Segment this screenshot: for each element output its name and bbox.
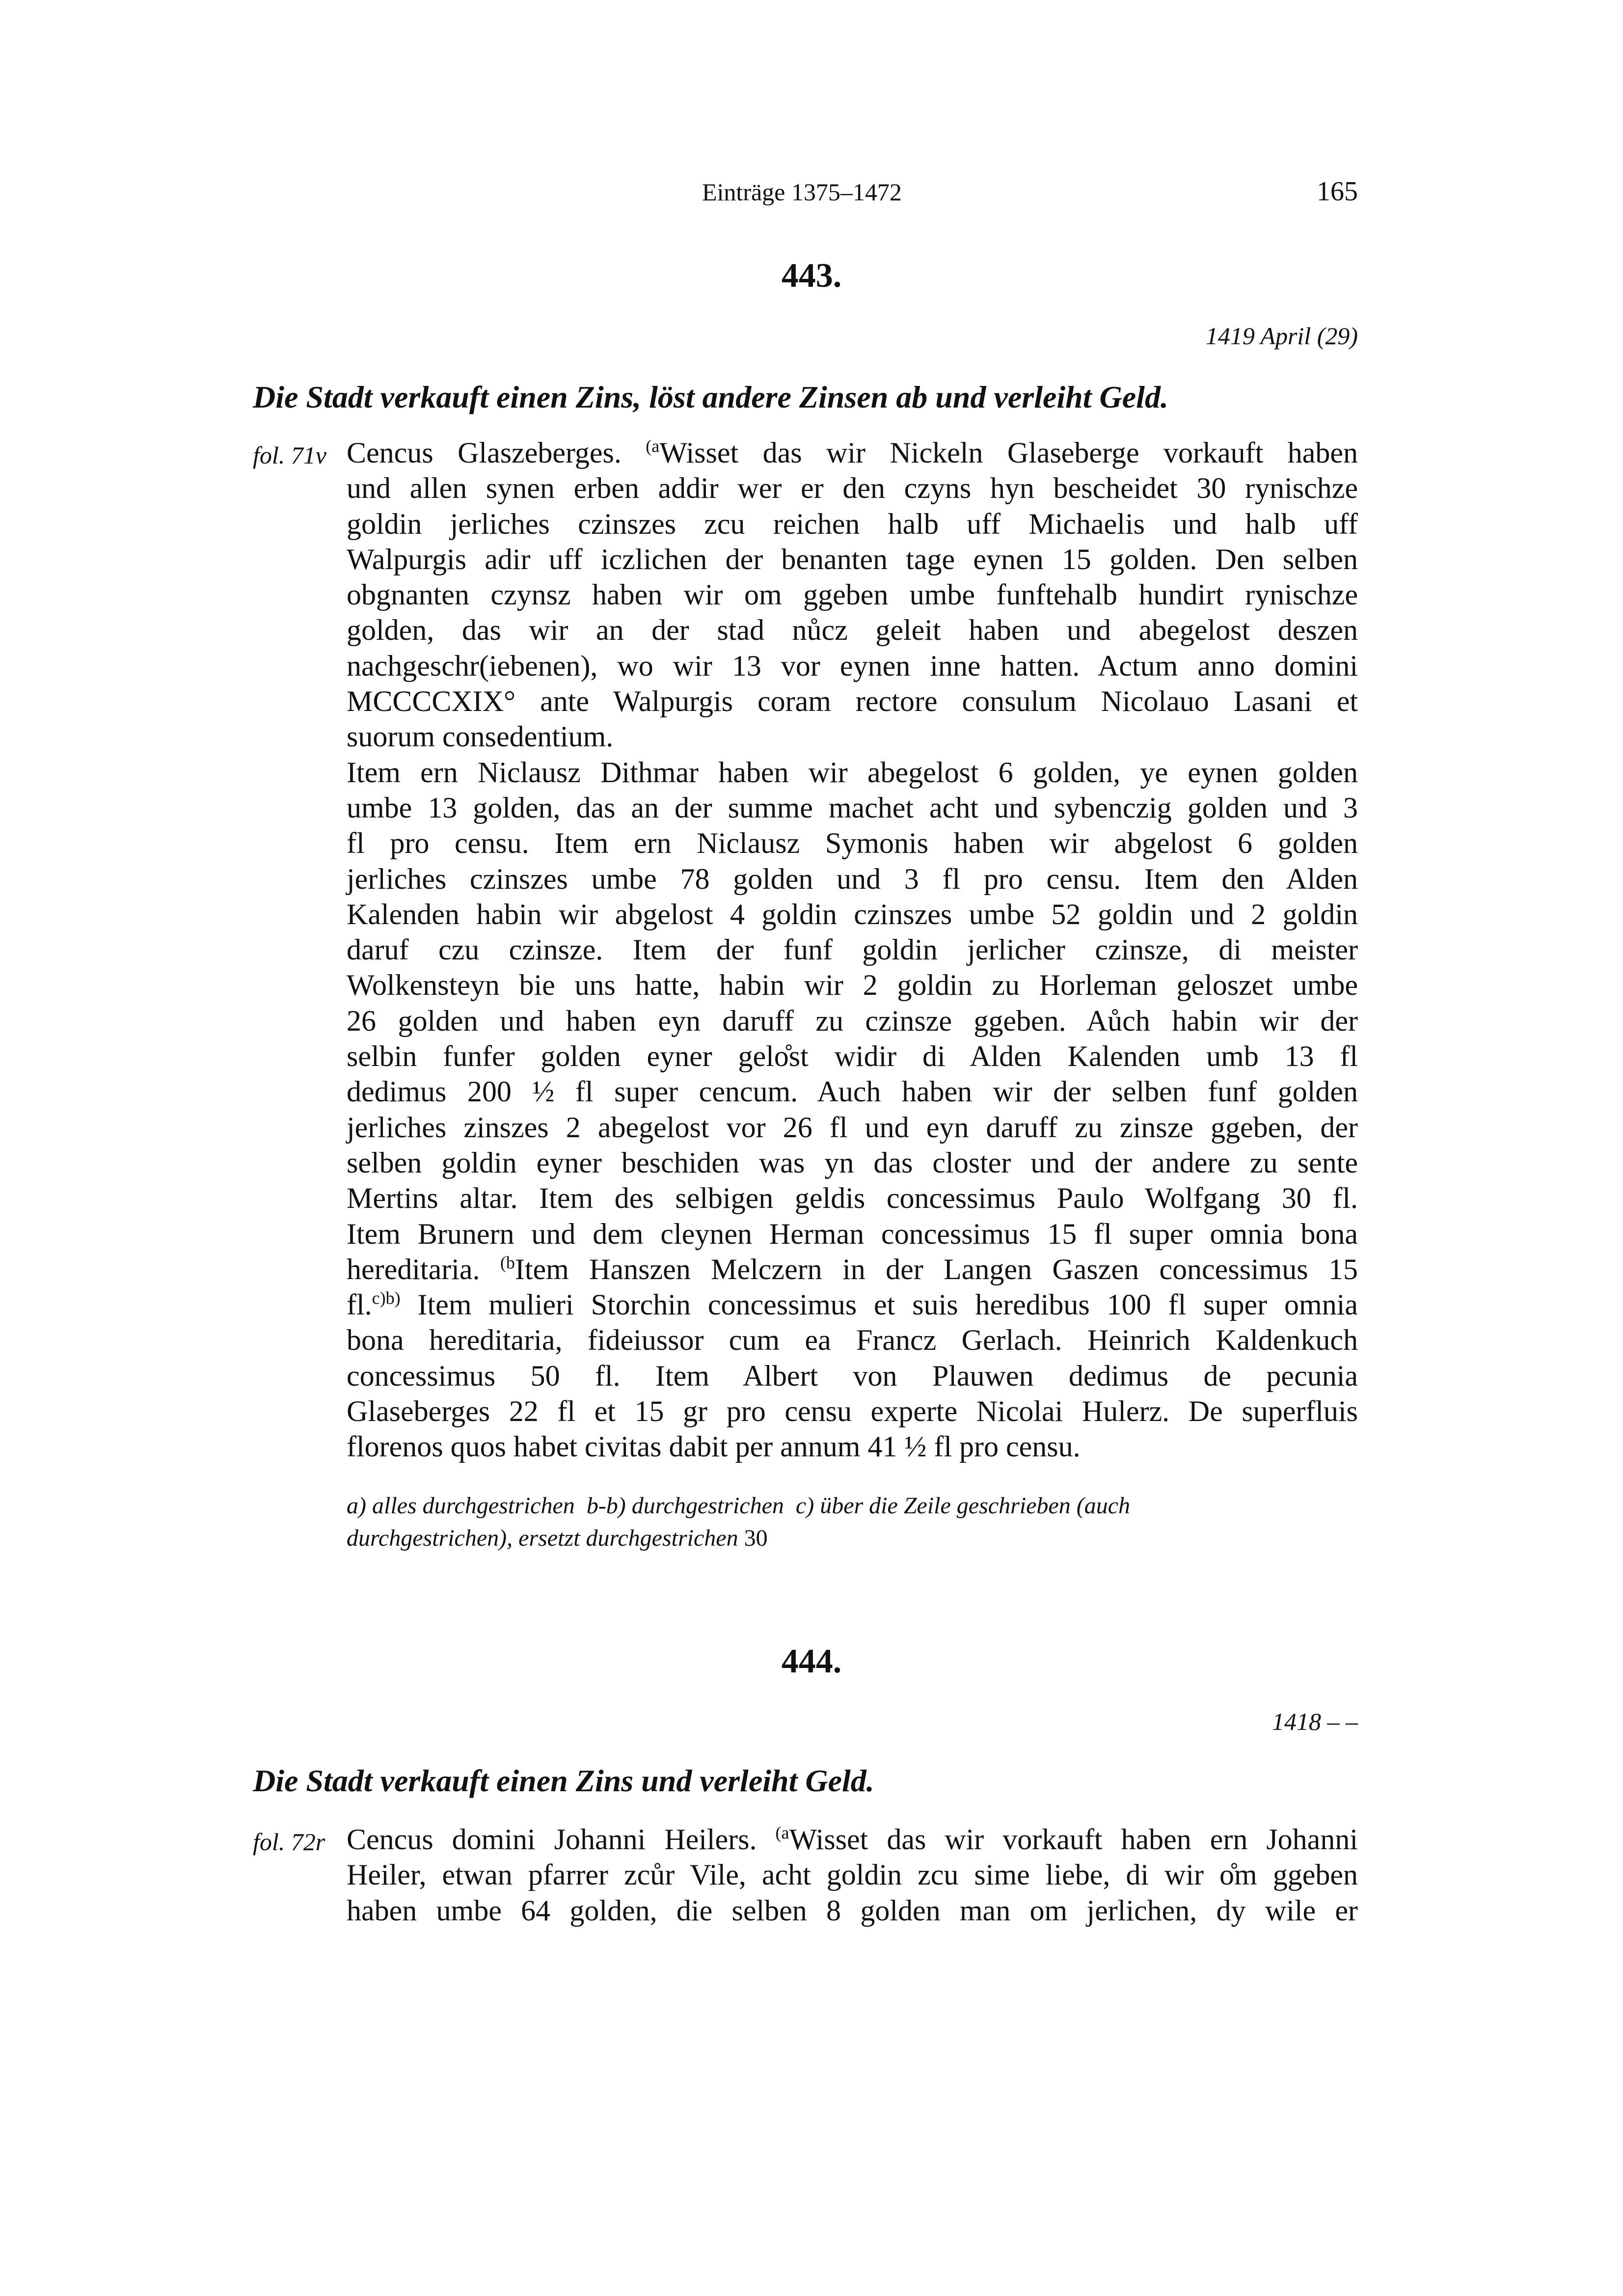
text-line: haben umbe 64 golden, die selben 8 golden man om jerlichen, dy wile er	[347, 1894, 1358, 1927]
text-line: selbin funfer golden eyner gelo̊st widir di Alden Kalenden umb 13 fl	[347, 1040, 1358, 1073]
entry-number: 444.	[781, 1642, 842, 1680]
text-line: suorum consedentium.	[347, 720, 614, 753]
text-line: hereditaria. $^{(b}$Item Hanszen Melczern in der Langen Gaszen concessimus 15	[347, 1253, 1358, 1285]
entry-number: 443.	[781, 257, 842, 295]
text-line: nachgeschr(iebenen), wo wir 13 vor eynen inne hatten. Actum anno domini	[347, 649, 1358, 682]
text-line: Wolkensteyn bie uns hatte, habin wir 2 goldin zu Horleman geloszet umbe	[347, 969, 1358, 1002]
footnote-line: durchgestrichen), ersetzt durchgestrichen 30	[347, 1525, 768, 1551]
text-line: fl pro censu. Item ern Niclausz Symonis haben wir abgelost 6 golden	[347, 827, 1358, 860]
text-line: Mertins altar. Item des selbigen geldis concessimus Paulo Wolfgang 30 fl.	[347, 1182, 1358, 1215]
text-line: Kalenden habin wir abgelost 4 goldin czinszes umbe 52 goldin und 2 goldin	[347, 898, 1358, 930]
text-line: 26 golden und haben eyn daruff zu czinsze ggeben. Aůch habin wir der	[347, 1004, 1358, 1037]
footnote-line: a) alles durchgestrichen b-b) durchgestrichen c) über die Zeile geschrieben (auch	[347, 1493, 1130, 1519]
text-line: Heiler, etwan pfarrer zcůr Vile, acht goldin zcu sime liebe, di wir o̊m ggeben	[347, 1859, 1358, 1891]
text-line: Item ern Niclausz Dithmar haben wir abegelost 6 golden, ye eynen golden	[347, 756, 1358, 789]
text-line: bona hereditaria, fideiussor cum ea Francz Gerlach. Heinrich Kaldenkuch	[347, 1324, 1358, 1357]
text-line: Cencus domini Johanni Heilers. $^{(a}$Wisset das wir vorkauft haben ern Johanni	[347, 1823, 1358, 1856]
text-line: daruf czu czinsze. Item der funf goldin jerlicher czinsze, di meister	[347, 933, 1358, 966]
text-line: concessimus 50 fl. Item Albert von Plauwen dedimus de pecunia	[347, 1359, 1358, 1392]
folio-reference: fol. 72r	[253, 1828, 325, 1856]
footnotes	[347, 1490, 1358, 1555]
text-line: jerliches czinszes umbe 78 golden und 3 fl pro censu. Item den Alden	[347, 862, 1358, 895]
text-line: florenos quos habet civitas dabit per annum 41 ½ fl pro censu.	[347, 1430, 1081, 1463]
entry-text	[347, 1822, 1358, 1928]
text-line: und allen synen erben addir wer er den czyns hyn bescheidet 30 rynischze	[347, 472, 1358, 505]
text-line: selben goldin eyner beschiden was yn das closter und der andere zu sente	[347, 1146, 1358, 1179]
text-line: fl.$^{c)b)}$ Item mulieri Storchin concessimus et suis heredibus 100 fl super omnia	[347, 1288, 1358, 1321]
text-line: Cencus Glaszeberges. $^{(a}$Wisset das wir Nickeln Glaseberge vorkauft haben	[347, 436, 1358, 469]
text-line: goldin jerliches czinszes zcu reichen halb uff Michaelis und halb uff	[347, 507, 1358, 540]
text-line: Glaseberges 22 fl et 15 gr pro censu experte Nicolai Hulerz. De superfluis	[347, 1395, 1358, 1428]
entry-date: 1419 April (29)	[1205, 322, 1358, 350]
entry-title: Die Stadt verkauft einen Zins, löst andere Zinsen ab und verleiht Geld.	[253, 380, 1168, 414]
text-line: MCCCCXIX° ante Walpurgis coram rectore consulum Nicolauo Lasani et	[347, 685, 1358, 718]
entry-title: Die Stadt verkauft einen Zins und verleiht Geld.	[253, 1763, 874, 1798]
running-head: Einträge 1375–1472	[702, 178, 902, 206]
text-line: Walpurgis adir uff iczlichen der benanten tage eynen 15 golden. Den selben	[347, 543, 1358, 575]
page-number: 165	[1317, 176, 1358, 207]
text-line: Item Brunern und dem cleynen Herman concessimus 15 fl super omnia bona	[347, 1217, 1358, 1250]
entry-text	[347, 435, 1358, 1465]
text-line: umbe 13 golden, das an der summe machet acht und sybenczig golden und 3	[347, 791, 1358, 824]
text-line: dedimus 200 ½ fl super cencum. Auch haben wir der selben funf golden	[347, 1075, 1358, 1108]
text-line: golden, das wir an der stad nůcz geleit haben und abegelost deszen	[347, 614, 1358, 647]
entry-date: 1418 – –	[1272, 1708, 1358, 1735]
folio-reference: fol. 71v	[253, 441, 326, 469]
text-line: obgnanten czynsz haben wir om ggeben umbe funftehalb hundirt rynischze	[347, 578, 1358, 611]
text-line: jerliches zinszes 2 abegelost vor 26 fl und eyn daruff zu zinsze ggeben, der	[347, 1111, 1358, 1144]
